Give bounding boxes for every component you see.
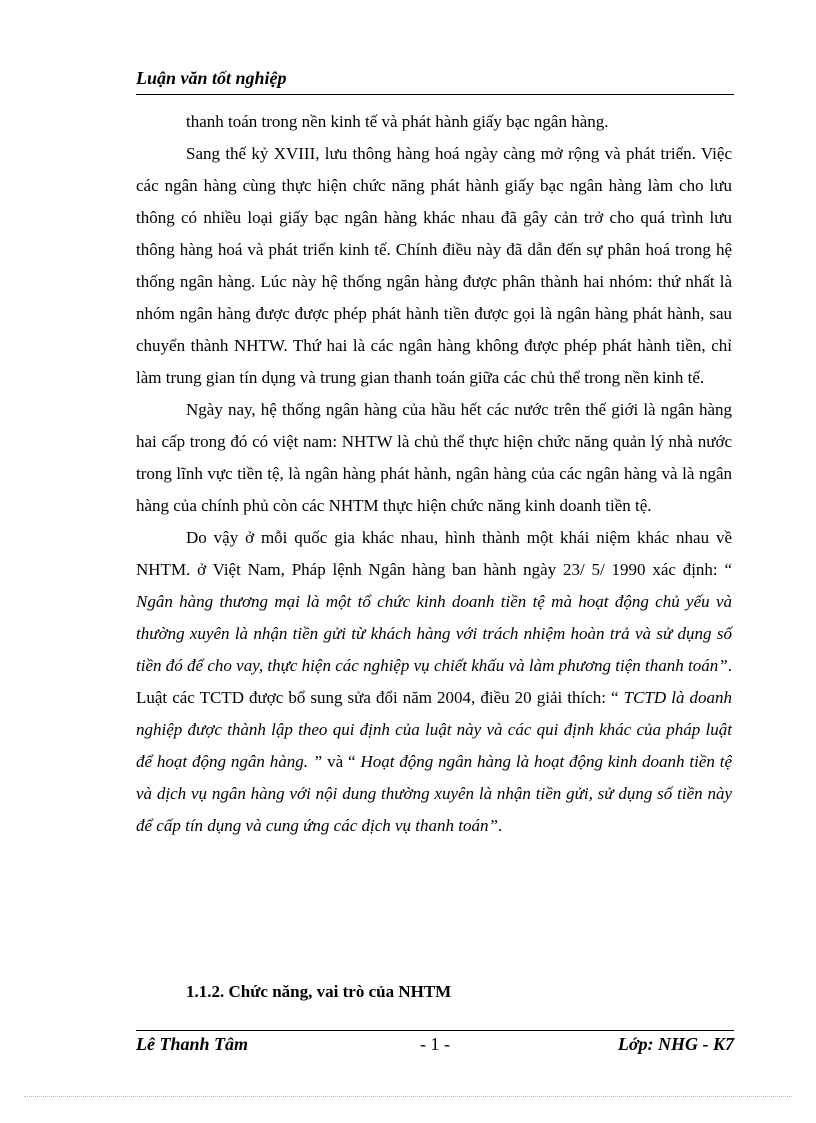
footer-page-number: - 1 - <box>420 1034 450 1054</box>
page-footer <box>136 1034 734 1058</box>
paragraph-continuation: thanh toán trong nền kinh tế và phát hành giấy bạc ngân hàng. <box>186 112 609 131</box>
body-text <box>136 106 732 842</box>
paragraph-two-tier-system: Ngày nay, hệ thống ngân hàng của hầu hết các nước trên thế giới là ngân hàng hai cấp trong đó có việt nam: NHTW là chủ thể thực hiện chức năng quản lý nhà nước trong lĩnh vực tiền tệ, là ngân hàng phát hành, ngân hàng của các ngân hàng và là ngân hàng của chính phủ còn các NHTM thực hiện chức năng kinh doanh tiền tệ. <box>136 400 732 515</box>
page-bottom-border <box>24 1096 792 1097</box>
definition-quote-2: TCTD là doanh nghiệp được thành lập theo qui định của luật này và các qui định khác của pháp luật để hoạt động ngân hàng. ” <box>136 688 732 771</box>
footer-divider <box>136 1030 734 1031</box>
paragraph-nhtm-definition <box>136 522 732 842</box>
definition-text-4: . <box>497 816 503 835</box>
definition-quote-3: Hoạt động ngân hàng là hoạt động kinh doanh tiền tệ và dịch vụ ngân hàng với nội dung thường xuyên là nhận tiền gửi, sử dụng số tiền này để cấp tín dụng và cung ứng các dịch vụ thanh toán” <box>136 752 732 835</box>
footer-class: Lớp: NHG - K7 <box>617 1034 734 1054</box>
page-header-title: Luận văn tốt nghiệp <box>136 68 287 88</box>
definition-quote-1: Ngân hàng thương mại là một tổ chức kinh doanh tiền tệ mà hoạt động chủ yếu và thường xuyên là nhận tiền gửi từ khách hàng với trách nhiệm hoàn trả và sử dụng số tiền đó để cho vay, thực hiện các nghiệp vụ chiết khấu và làm phương tiện thanh toán” <box>136 592 732 675</box>
paragraph-xviii-century: Sang thế kỷ XVIII, lưu thông hàng hoá ngày càng mở rộng và phát triển. Việc các ngân hàng cùng thực hiện chức năng phát hành giấy bạc ngân hàng làm cho lưu thông có nhiều loại giấy bạc ngân hàng khác nhau đã gây cản trở cho quá trình lưu thông hàng hoá và phát triển kinh tế. Chính điều này đã dẫn đến sự phân hoá trong hệ thống ngân hàng. Lúc này hệ thống ngân hàng được phân thành hai nhóm: thứ nhất là nhóm ngân hàng được được phép phát hành tiền được gọi là ngân hàng phát hành, sau chuyển thành NHTW. Thứ hai là các ngân hàng không được phép phát hành tiền, chỉ làm trung gian tín dụng và trung gian thanh toán giữa các chủ thể trong nền kinh tế. <box>136 144 732 387</box>
header-divider <box>136 94 734 95</box>
definition-text-2: . Luật các TCTD được bổ sung sửa đổi năm 2004, điều 20 giải thích: “ <box>136 656 732 707</box>
section-heading: 1.1.2. Chức năng, vai trò của NHTM <box>186 982 452 1001</box>
definition-text-1: Do vậy ở mỗi quốc gia khác nhau, hình thành một khái niệm khác nhau về NHTM. ở Việt Nam, Pháp lệnh Ngân hàng ban hành ngày 23/ 5/ 1990 xác định: “ <box>136 528 732 579</box>
definition-text-3: và “ <box>322 752 361 771</box>
footer-author: Lê Thanh Tâm <box>136 1034 249 1054</box>
